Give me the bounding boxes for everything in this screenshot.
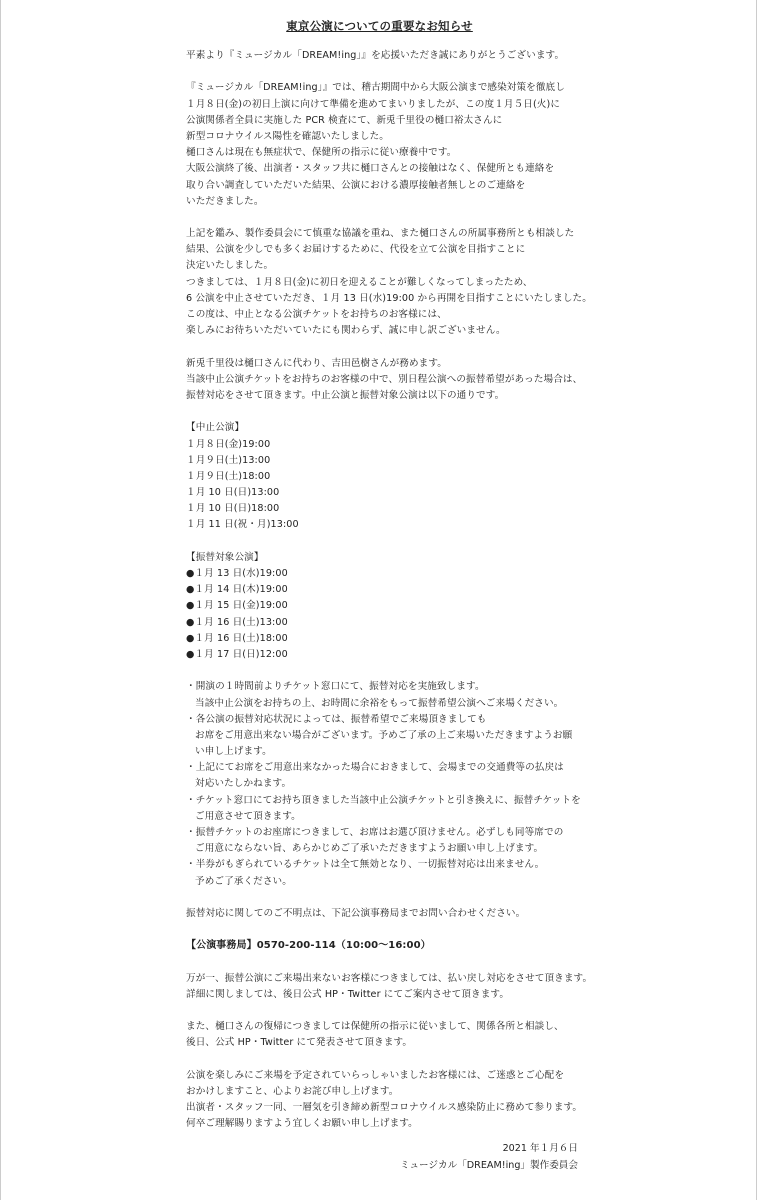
transfer-heading: 【振替対象公演】 <box>186 551 264 563</box>
notice-body <box>186 48 606 1133</box>
list-item: １月９日(土)18:00 <box>186 470 271 482</box>
text-line: 振替対応をさせて頂きます。中止公演と振替対象公演は以下の通りです。 <box>186 389 505 401</box>
note-line: ・チケット窓口にてお持ち頂きました当該中止公演チケットと引き換えに、振替チケットを <box>186 794 581 806</box>
text-line: 6 公演を中止させていただき、１月 13 日(水)19:00 から再開を目指すことにいたしました。 <box>186 292 592 304</box>
cancelled-performances-list <box>186 420 606 533</box>
note-line: ・半券がもぎられているチケットは全て無効となり、一切振替対応は出来ません。 <box>186 859 545 871</box>
text-line: 楽しみにお待ちいただいていたにも関わらず、誠に申し訳ございません。 <box>186 325 506 337</box>
text-line: 公演を楽しみにご来場を予定されていらっしゃいましたお客様には、ご迷惑とご心配を <box>186 1069 565 1081</box>
text-line: いただきました。 <box>186 195 264 207</box>
list-item: ●１月 15 日(金)19:00 <box>186 600 288 612</box>
page-title: 東京公演についての重要なお知らせ <box>286 19 473 33</box>
list-item: １月 10 日(日)18:00 <box>186 503 280 515</box>
paragraph-announcement <box>186 80 606 210</box>
text-line: 後日、公式 HP・Twitter にて発表させて頂きます。 <box>186 1037 413 1049</box>
text-line: 決定いたしました。 <box>186 260 274 272</box>
note-line: 当該中止公演をお持ちの上、お時間に余裕をもって振替希望公演へご来場ください。 <box>195 697 564 709</box>
text-line: 上記を鑑み、製作委員会にて慎重な協議を重ね、また樋口さんの所属事務所とも相談した <box>186 228 575 240</box>
signature-block <box>400 1141 578 1174</box>
text-line: 詳細に関しましては、後日公式 HP・Twitter にてご案内させて頂きます。 <box>186 988 510 1000</box>
text-line: 大阪公演終了後、出演者・スタッフ共に樋口さんとの接触はなく、保健所とも連絡を <box>186 163 555 175</box>
text-line: 新兎千里役は樋口さんに代わり、吉田邑樹さんが務めます。 <box>186 357 447 369</box>
note-line: い申し上げます。 <box>195 746 272 758</box>
paragraph-replacement <box>186 356 606 405</box>
paragraph-decision <box>186 226 606 339</box>
list-item: ●１月 17 日(日)12:00 <box>186 648 288 660</box>
text-line: また、樋口さんの復帰につきましては保健所の指示に従いまして、関係各所と相談し、 <box>186 1021 564 1033</box>
note-line: ご用意させて頂きます。 <box>195 810 301 822</box>
text-line: 樋口さんは現在も無症状で、保健所の指示に従い療養中です。 <box>186 147 457 159</box>
paragraph-return <box>186 1019 606 1051</box>
list-item: １月９日(土)13:00 <box>186 454 271 466</box>
paragraph-apology <box>186 1068 606 1133</box>
note-line: ・開演の１時間前よりチケット窓口にて、振替対応を実施致します。 <box>186 681 485 693</box>
note-line: ・各公演の振替対応状況によっては、振替希望でご来場頂きましても <box>186 713 487 725</box>
text-line: この度は、中止となる公演チケットをお持ちのお客様には、 <box>186 309 447 320</box>
text-line: 万が一、振替公演にご来場出来ないお客様につきましては、払い戻し対応をさせて頂きます。 <box>186 972 593 984</box>
list-item: １月 11 日(祝・月)13:00 <box>186 519 299 531</box>
note-line: お席をご用意出来ない場合がございます。予めご了承の上ご来場いただきますようお願 <box>195 729 573 741</box>
note-line: ご用意にならない旨、あらかじめご了承いただきますようお願い申し上げます。 <box>195 843 544 855</box>
note-line: 予めご了承ください。 <box>195 875 292 887</box>
list-item: ●１月 16 日(土)18:00 <box>186 632 288 644</box>
text-line: 出演者・スタッフ一同、一層気を引き締め新型コロナウイルス感染防止に務めて参ります。 <box>186 1102 583 1114</box>
text-line: 当該中止公演チケットをお持ちのお客様の中で、別日程公演への振替希望があった場合は、 <box>186 373 583 385</box>
text-line: 結果、公演を少しでも多くお届けするために、代役を立て公演を目指すことに <box>186 244 526 256</box>
text-line: 公演関係者全員に実施した PCR 検査にて、新兎千里役の樋口裕太さんに <box>186 114 503 126</box>
signature-org: ミュージカル「DREAM!ing」製作委員会 <box>400 1159 578 1171</box>
text-line: おかけしますこと、心よりお詫び申し上げます。 <box>186 1086 399 1097</box>
text-line: つきましては、１月８日(金)に初日を迎えることが難しくなってしまったため、 <box>186 276 533 288</box>
signature-date: 2021 年１月６日 <box>502 1143 578 1154</box>
list-item: １月 10 日(日)13:00 <box>186 487 280 499</box>
list-item: ●１月 14 日(木)19:00 <box>186 584 288 596</box>
cancelled-heading: 【中止公演】 <box>186 422 245 434</box>
text-line: 新型コロナウイルス陽性を確認いたしました。 <box>186 130 389 142</box>
office-contact: 【公演事務局】0570-200-114（10:00～16:00） <box>186 940 431 952</box>
note-line: ・振替チケットのお座席につきまして、お席はお選び頂けません。必ずしも同等席での <box>186 827 564 838</box>
list-item: １月８日(金)19:00 <box>186 438 271 450</box>
note-line: 対応いたしかねます。 <box>195 778 292 790</box>
transfer-performances-list <box>186 550 606 663</box>
greeting: 平素より『ミュージカル「DREAM!ing」』を応援いただき誠にありがとうございます。 <box>186 50 565 61</box>
inquiry-intro: 振替対応に関してのご不明点は、下記公演事務局までお問い合わせください。 <box>186 907 526 919</box>
note-line: ・上記にてお席をご用意出来なかった場合におきまして、会場までの交通費等の払戻は <box>186 762 564 774</box>
list-item: ●１月 13 日(水)19:00 <box>186 568 288 579</box>
text-line: １月８日(金)の初日上演に向けて準備を進めてまいりましたが、この度１月５日(火)に <box>186 98 561 110</box>
paragraph-refund <box>186 971 606 1003</box>
text-line: 『ミュージカル「DREAM!ing」』では、稽古期間中から大阪公演まで感染対策を徹底し <box>186 82 565 94</box>
text-line: 取り合い調査していただいた結果、公演における濃厚接触者無しとのご連絡を <box>186 179 526 191</box>
list-item: ●１月 16 日(土)13:00 <box>186 616 288 628</box>
transfer-notes <box>186 679 606 889</box>
text-line: 何卒ご理解賜りますよう宜しくお願い申し上げます。 <box>186 1118 418 1130</box>
